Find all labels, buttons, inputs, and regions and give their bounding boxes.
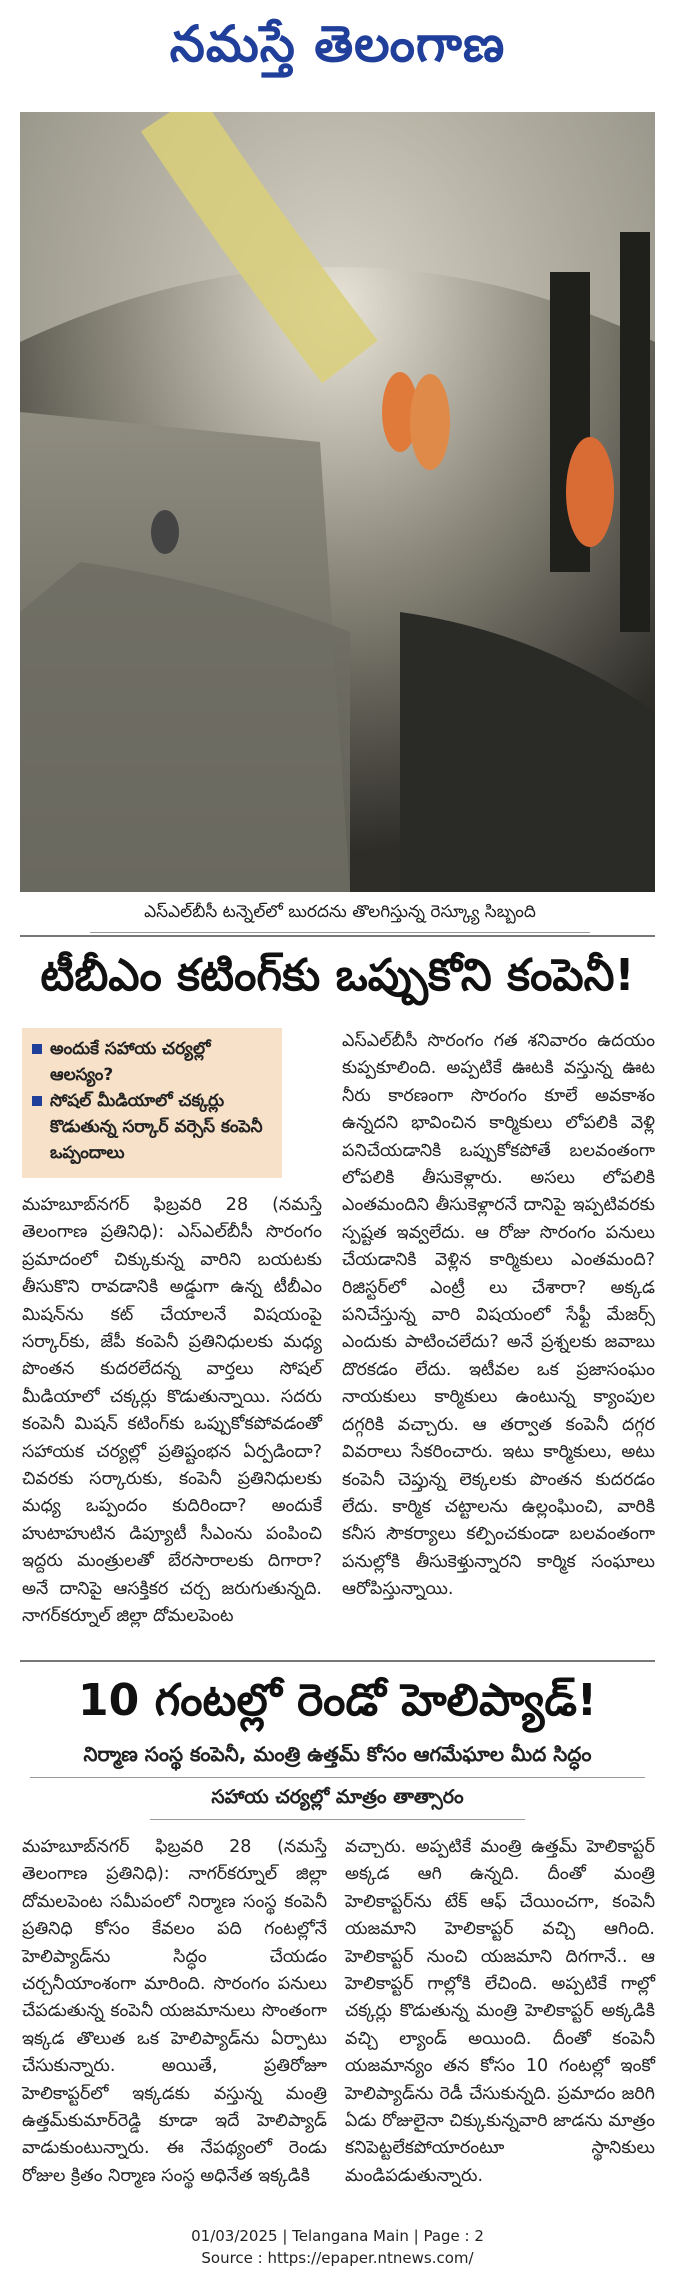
tunnel-image (20, 112, 655, 892)
article2-headline: 10 గంటల్లో రెండో హెలిప్యాడ్! (78, 1675, 597, 1726)
tunnel-photo (20, 112, 655, 892)
footer-date: 01/03/2025 | Telangana Main | Page : 2 (191, 2227, 484, 2245)
highlights-box (22, 1028, 282, 1178)
highlight-item (32, 1036, 272, 1088)
photo-caption: ఎస్ఎల్‌బీసీ టన్నెల్‌లో బురదను తొలగిస్తున్న రెస్క్యూ సిబ్బంది (90, 896, 590, 933)
article2-column2: వచ్చారు. అప్పటికే మంత్రి ఉత్తమ్ హెలికాప్టర్ అక్కడ ఆగి ఉన్నది. దీంతో మంత్రి హెలికాప్టర్‌ను టేక్ ఆఫ్ చేయించగా, కంపెనీ యజమాని హెలికాప్టర్ వచ్చి ఆగింది. హెలికాప్టర్ నుంచి యజమాని దిగగానే.. ఆ హెలికాప్టర్ గాల్లోకి లేచింది. అప్పటికే గాల్లో చక్కర్లు కొడుతున్న మంత్రి హెలికాప్టర్ అక్కడికి వచ్చి ల్యాండ్ అయింది. దీంతో కంపెనీ యజమాన్యం తన కోసం 10 గంటల్లో ఇంకో హెలిప్యాడ్‌ను రెడీ చేసుకున్నది. ప్రమాదం జరిగి ఏడు రోజులైనా చిక్కుకున్నవారి జాడను మాత్రం కనిపెట్టలేకపోయారంటూ స్థానికులు మండిపడుతున్నారు. (345, 1837, 655, 2186)
masthead (0, 0, 675, 100)
divider (20, 1660, 655, 1662)
masthead-title: నమస్తే తెలంగాణ (169, 14, 506, 73)
article1-column1: మహబూబ్‌నగర్ ఫిబ్రవరి 28 (నమస్తే తెలంగాణ ప్రతినిధి): ఎస్ఎల్‌బీసీ సొరంగం ప్రమాదంలో చిక్కుకున్న వారిని బయటకు తీసుకొని రావడానికి అడ్డుగా ఉన్న టీబీఎం మిషన్‌ను కట్ చేయాలనే విషయంపై సర్కార్‌కు, జేపీ కంపెనీ ప్రతినిధులకు మధ్య పొంతన కుదరలేదన్న వార్తలు సోషల్ మీడియాలో చక్కర్లు కొడుతున్నాయి. సదరు కంపెనీ మిషన్ కటింగ్‌కు ఒప్పుకోకపోవడంతో సహాయక చర్యల్లో ప్రతిష్టంభన ఏర్పడిందా? చివరకు సర్కారుకు, కంపెనీ ప్రతినిధులకు మధ్య ఒప్పందం కుదిరిందా? అందుకే హుటాహుటిన డిప్యూటీ సీఎంను పంపించి ఇద్దరు మంత్రులతో బేరసారాలకు దిగారా? అనే దానిపై ఆసక్తికర చర్చ జరుగుతున్నది. నాగర్‌కర్నూల్ జిల్లా దోమలపెంట (22, 1195, 322, 1627)
bullet-icon (32, 1096, 42, 1106)
bullet-icon (32, 1044, 42, 1054)
article2-subheadline2: సహాయ చర్యల్లో మాత్రం తాత్సారం (150, 1786, 525, 1820)
page-footer (0, 2225, 675, 2269)
divider (20, 935, 655, 937)
article1-headline: టీబీఎం కటింగ్‌కు ఒప్పుకోని కంపెనీ! (40, 950, 635, 1001)
highlight-text: అందుకే సహాయ చర్యల్లో ఆలస్యం? (50, 1039, 211, 1085)
article2-subheadline: నిర్మాణ సంస్థ కంపెనీ, మంత్రి ఉత్తమ్ కోసం ఆగమేఘాల మీద సిద్ధం (30, 1742, 645, 1778)
footer-source: Source : https://epaper.ntnews.com/ (201, 2249, 474, 2267)
highlight-item (32, 1088, 272, 1166)
highlight-text: సోషల్ మీడియాలో చక్కర్లు కొడుతున్న సర్కార్ వర్సెస్ కంపెనీ ఒప్పందాలు (50, 1091, 263, 1163)
article2-column1: మహబూబ్‌నగర్ ఫిబ్రవరి 28 (నమస్తే తెలంగాణ ప్రతినిధి): నాగర్‌కర్నూల్ జిల్లా దోమలపెంట సమీపంలో నిర్మాణ సంస్థ కంపెనీ ప్రతినిధి కోసం కేవలం పది గంటల్లోనే హెలిప్యాడ్‌ను సిద్ధం చేయడం చర్చనీయాంశంగా మారింది. సొరంగం పనులు చేపడుతున్న కంపెనీ యజమానులు సొంతంగా ఇక్కడ తొలుత ఒక హెలిప్యాడ్‌ను ఏర్పాటు చేసుకున్నారు. అయితే, ప్రతిరోజూ హెలికాప్టర్‌లో ఇక్కడకు వస్తున్న మంత్రి ఉత్తమ్‌కుమార్‌రెడ్డి కూడా ఇదే హెలిప్యాడ్ వాడుకుంటున్నారు. ఈ నేపథ్యంలో రెండు రోజుల క్రితం నిర్మాణ సంస్థ అధినేత ఇక్కడికి (22, 1837, 327, 2186)
article1-column2: ఎస్ఎల్‌బీసీ సొరంగం గత శనివారం ఉదయం కుప్పకూలింది. అప్పటికే ఊటకి వస్తున్న ఊట నీరు కారణంగా సొరంగం కూలే అవకాశం ఉన్నదని భావించిన కార్మికులు లోపలికి వెళ్లి పనిచేయడానికి ఒప్పుకోకపోతే బలవంతంగా లోపలికి తీసుకెళ్లారు. అసలు లోపలికి ఎంతమందిని తీసుకెళ్లారనే దానిపై ఇప్పటివరకు స్పష్టత ఇవ్వలేదు. ఆ రోజు సొరంగం పనులు చేయడానికి వెళ్లిన కార్మికులు ఎంతమంది? రిజిస్టర్‌లో ఎంట్రీ లు చేశారా? అక్కడ పనిచేస్తున్న వారి విషయంలో సేఫ్టీ మేజర్స్ ఎందుకు పాటించలేదు? అనే ప్రశ్నలకు జవాబు దొరకడం లేదు. ఇటీవల ఒక ప్రజాసంఘం నాయకులు కార్మికులు ఉంటున్న క్యాంపుల దగ్గరికి వచ్చారు. ఆ తర్వాత కంపెనీ దగ్గర వివరాలు సేకరించారు. ఇటు కార్మికులు, అటు కంపెనీ చెప్తున్న లెక్కలకు పొంతన కుదరడం లేదు. కార్మిక చట్టాలను ఉల్లంఘించి, వారికి కనీస సౌకర్యాలు కల్పించకుండా బలవంతంగా పనుల్లోకి తీసుకెళ్తున్నారని కార్మిక సంఘాలు ఆరోపిస్తున్నాయి. (342, 1031, 655, 1600)
